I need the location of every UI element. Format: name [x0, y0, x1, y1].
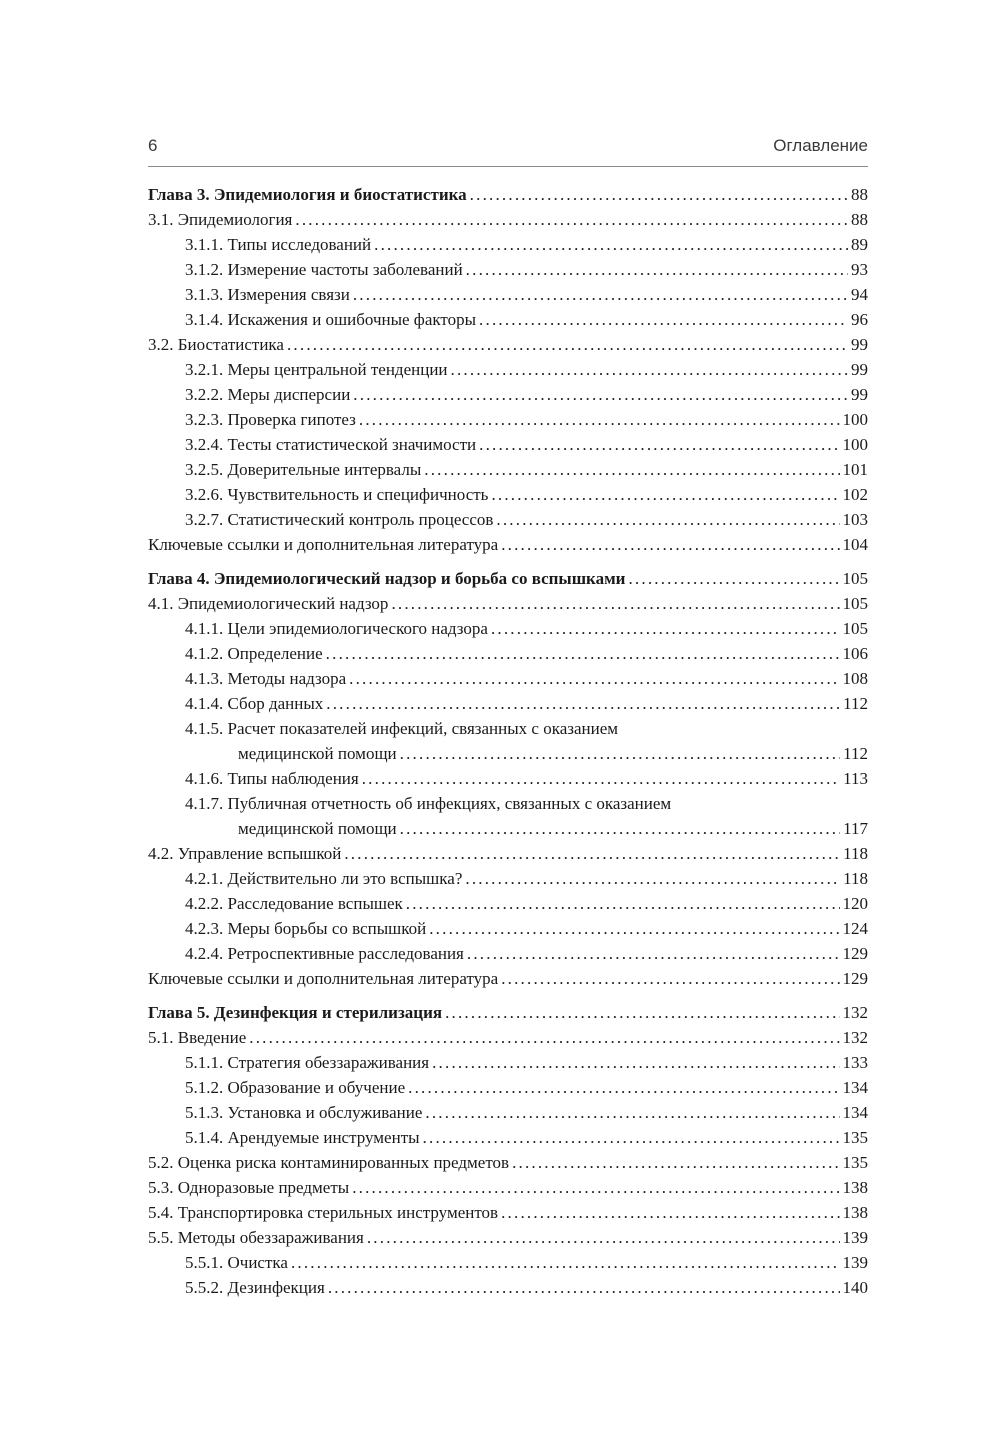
toc-entry [148, 916, 868, 941]
toc-entry-line [185, 457, 868, 482]
toc-entry-page-number: 139 [842, 1253, 868, 1272]
dot-leader [326, 691, 840, 716]
toc-entry-title: 3.1. Эпидемиология [148, 210, 293, 229]
toc-entry-line [185, 1050, 868, 1075]
dot-leader [408, 1075, 839, 1100]
toc-entry [148, 841, 868, 866]
toc-entry-page-number: 96 [851, 310, 868, 329]
toc-entry-page-number: 101 [842, 460, 868, 479]
toc-entry-page-number: 106 [842, 644, 868, 663]
toc-entry-page-number: 132 [842, 1003, 868, 1022]
dot-leader [466, 257, 848, 282]
toc-entry-line [185, 791, 868, 816]
toc-entry-title: 5.1.3. Установка и обслуживание [185, 1103, 423, 1122]
toc-entry [148, 716, 868, 766]
toc-entry-line [185, 282, 868, 307]
toc-entry-line [185, 1275, 868, 1300]
dot-leader [451, 357, 848, 382]
dot-leader [501, 966, 839, 991]
toc-entry [148, 1025, 868, 1050]
dot-leader [491, 616, 840, 641]
toc-entry-title: 3.2.3. Проверка гипотез [185, 410, 356, 429]
toc-entry [148, 691, 868, 716]
dot-leader [374, 232, 848, 257]
toc-entry [148, 232, 868, 257]
toc-entry-line [185, 866, 868, 891]
dot-leader [287, 332, 848, 357]
toc-entry-line [148, 182, 868, 207]
dot-leader [496, 507, 839, 532]
dot-leader [362, 766, 840, 791]
toc-entry-page-number: 138 [842, 1203, 868, 1222]
toc-entry-title: 3.1.1. Типы исследований [185, 235, 372, 254]
toc-entry-page-number: 104 [842, 535, 868, 554]
toc-entry-title: 5.1.4. Арендуемые инструменты [185, 1128, 420, 1147]
toc-entry-page-number: 129 [842, 944, 868, 963]
dot-leader [400, 741, 840, 766]
dot-leader [423, 1125, 840, 1150]
toc-entry-continuation-line [185, 741, 868, 766]
toc-entry-line [185, 691, 868, 716]
toc-entry-title: Ключевые ссылки и дополнительная литература [148, 969, 499, 988]
toc-entry-title: Ключевые ссылки и дополнительная литература [148, 535, 499, 554]
toc-entry [148, 407, 868, 432]
toc-entry-line [185, 641, 868, 666]
toc-entry-title: 3.2.2. Меры дисперсии [185, 385, 351, 404]
toc-entry [148, 332, 868, 357]
dot-leader [295, 207, 848, 232]
toc-entry-page-number: 108 [842, 669, 868, 688]
toc-entry-title: 4.1.3. Методы надзора [185, 669, 347, 688]
toc-entry-page-number: 124 [842, 919, 868, 938]
dot-leader [501, 532, 839, 557]
toc-entry-title: медицинской помощи [238, 744, 397, 763]
toc-entry-page-number: 103 [842, 510, 868, 529]
toc-entry [148, 507, 868, 532]
toc-entry-line [185, 666, 868, 691]
dot-leader [501, 1200, 839, 1225]
toc-entry-title: 4.1. Эпидемиологический надзор [148, 594, 389, 613]
running-header-title: Оглавление [773, 136, 868, 155]
toc-entry [148, 666, 868, 691]
toc-entry-title: 5.2. Оценка риска контаминированных предметов [148, 1153, 510, 1172]
toc-entry-title: 3.2.6. Чувствительность и специфичность [185, 485, 489, 504]
toc-entry-line [185, 307, 868, 332]
dot-leader [470, 182, 848, 207]
toc-entry-page-number: 112 [843, 744, 868, 763]
toc-entry [148, 616, 868, 641]
dot-leader [512, 1150, 839, 1175]
toc-entry [148, 1100, 868, 1125]
toc-entry-page-number: 88 [851, 185, 868, 204]
toc-entry-line [185, 507, 868, 532]
toc-entry-page-number: 89 [851, 235, 868, 254]
toc-entry-line [185, 1125, 868, 1150]
toc-entry-title: 4.2.1. Действительно ли это вспышка? [185, 869, 463, 888]
toc-entry-page-number: 99 [851, 360, 868, 379]
toc-entry-title: Глава 3. Эпидемиология и биостатистика [148, 185, 467, 204]
toc-entry-page-number: 133 [842, 1053, 868, 1072]
dot-leader [465, 866, 840, 891]
toc-entry-page-number: 105 [842, 594, 868, 613]
dot-leader [491, 482, 839, 507]
toc-entry-line [185, 257, 868, 282]
toc-entry-line [185, 716, 868, 741]
toc-entry-page-number: 105 [842, 569, 868, 588]
toc-entry-line [148, 332, 868, 357]
toc-entry-line [148, 207, 868, 232]
toc-entry-page-number: 100 [842, 435, 868, 454]
toc-entry-line [185, 616, 868, 641]
toc-entry-page-number: 118 [843, 869, 868, 888]
toc-entry-line [185, 357, 868, 382]
toc-entry-page-number: 102 [842, 485, 868, 504]
toc-entry-line [185, 232, 868, 257]
toc-entry-title: 4.1.2. Определение [185, 644, 323, 663]
dot-leader [326, 641, 840, 666]
toc-entry-page-number: 112 [843, 694, 868, 713]
toc-entry [148, 532, 868, 557]
toc-entry [148, 791, 868, 841]
toc-entry-title: 3.1.4. Искажения и ошибочные факторы [185, 310, 477, 329]
dot-leader [249, 1025, 839, 1050]
dot-leader [359, 407, 840, 432]
toc-entry-line [185, 382, 868, 407]
toc-entry [148, 941, 868, 966]
toc-entry [148, 457, 868, 482]
toc-entry-title: 4.2. Управление вспышкой [148, 844, 342, 863]
dot-leader [479, 307, 848, 332]
toc-entry-page-number: 138 [842, 1178, 868, 1197]
dot-leader [328, 1275, 840, 1300]
toc-entry [148, 1075, 868, 1100]
dot-leader [352, 1175, 839, 1200]
toc-entry-line [148, 1225, 868, 1250]
dot-leader [479, 432, 839, 457]
toc-entry-page-number: 113 [843, 769, 868, 788]
toc-entry-page-number: 93 [851, 260, 868, 279]
toc-entry [148, 891, 868, 916]
toc-entry [148, 257, 868, 282]
toc-entry-page-number: 132 [842, 1028, 868, 1047]
toc-entry-page-number: 120 [842, 894, 868, 913]
toc-entry-line [185, 1250, 868, 1275]
toc-entry-title: 5.5.2. Дезинфекция [185, 1278, 325, 1297]
toc-entry-page-number: 100 [842, 410, 868, 429]
toc-entry-title: 3.1.3. Измерения связи [185, 285, 350, 304]
dot-leader [467, 941, 840, 966]
toc-entry [148, 382, 868, 407]
toc-entry-page-number: 99 [851, 335, 868, 354]
toc-entry [148, 1225, 868, 1250]
toc-entry-line [185, 916, 868, 941]
toc-entry-title: 4.1.5. Расчет показателей инфекций, связанных с оказанием [185, 719, 619, 738]
toc-entry-title: 4.1.7. Публичная отчетность об инфекциях, связанных с оказанием [185, 794, 672, 813]
toc-entry [148, 866, 868, 891]
toc-entry [148, 1150, 868, 1175]
toc-entry-page-number: 129 [842, 969, 868, 988]
dot-leader [400, 816, 840, 841]
toc-entry-line [148, 591, 868, 616]
toc-entry-page-number: 139 [842, 1228, 868, 1247]
toc-entry-title: 4.2.3. Меры борьбы со вспышкой [185, 919, 427, 938]
toc-entry-title: 3.1.2. Измерение частоты заболеваний [185, 260, 463, 279]
toc-entry-page-number: 88 [851, 210, 868, 229]
toc-entry-title: 5.5.1. Очистка [185, 1253, 288, 1272]
dot-leader [353, 282, 848, 307]
toc-entry [148, 1125, 868, 1150]
toc-entry-line [185, 766, 868, 791]
toc-entry-page-number: 140 [842, 1278, 868, 1297]
dot-leader [291, 1250, 840, 1275]
folio-page-number: 6 [148, 136, 158, 155]
toc-entry-page-number: 135 [842, 1128, 868, 1147]
toc-list [148, 182, 868, 1300]
toc-entry-title: 3.2.1. Меры центральной тенденции [185, 360, 448, 379]
toc-entry-title: 5.1. Введение [148, 1028, 247, 1047]
dot-leader [349, 666, 839, 691]
toc-entry [148, 357, 868, 382]
toc-entry [148, 1000, 868, 1025]
dot-leader [344, 841, 840, 866]
toc-entry [148, 1175, 868, 1200]
toc-entry [148, 1250, 868, 1275]
toc-entry-page-number: 118 [843, 844, 868, 863]
toc-entry-line [185, 941, 868, 966]
dot-leader [445, 1000, 839, 1025]
toc-entry [148, 282, 868, 307]
toc-entry-line [148, 966, 868, 991]
toc-entry-line [185, 432, 868, 457]
page-header [148, 136, 868, 167]
toc-entry-title: 5.1.2. Образование и обучение [185, 1078, 406, 1097]
dot-leader [628, 566, 839, 591]
toc-entry-title: 5.5. Методы обеззараживания [148, 1228, 364, 1247]
toc-entry [148, 1200, 868, 1225]
toc-entry-line [148, 1200, 868, 1225]
dot-leader [353, 382, 848, 407]
toc-entry-title: 5.1.1. Стратегия обеззараживания [185, 1053, 430, 1072]
toc-entry [148, 182, 868, 207]
toc-entry-line [148, 841, 868, 866]
toc-entry-title: 4.1.6. Типы наблюдения [185, 769, 359, 788]
dot-leader [424, 457, 839, 482]
dot-leader [391, 591, 839, 616]
toc-entry-page-number: 94 [851, 285, 868, 304]
toc-entry-line [185, 891, 868, 916]
toc-entry-page-number: 105 [842, 619, 868, 638]
toc-entry [148, 591, 868, 616]
toc-entry-line [148, 1175, 868, 1200]
toc-entry-title: 5.4. Транспортировка стерильных инструментов [148, 1203, 499, 1222]
toc-entry-line [148, 1150, 868, 1175]
toc-entry-title: Глава 5. Дезинфекция и стерилизация [148, 1003, 443, 1022]
dot-leader [425, 1100, 839, 1125]
toc-entry [148, 766, 868, 791]
toc-entry-continuation-line [185, 816, 868, 841]
toc-entry-page-number: 134 [842, 1078, 868, 1097]
toc-entry-page-number: 134 [842, 1103, 868, 1122]
toc-entry [148, 1275, 868, 1300]
dot-leader [367, 1225, 840, 1250]
toc-entry [148, 566, 868, 591]
dot-leader [429, 916, 839, 941]
toc-entry-page-number: 117 [843, 819, 868, 838]
dot-leader [406, 891, 840, 916]
toc-entry-title: 3.2.7. Статистический контроль процессов [185, 510, 494, 529]
toc-entry-title: 3.2. Биостатистика [148, 335, 284, 354]
toc-entry-title: 3.2.5. Доверительные интервалы [185, 460, 422, 479]
toc-entry-title: 5.3. Одноразовые предметы [148, 1178, 350, 1197]
toc-entry [148, 207, 868, 232]
toc-entry-title: 4.1.1. Цели эпидемиологического надзора [185, 619, 488, 638]
toc-entry-title: Глава 4. Эпидемиологический надзор и борьба со вспышками [148, 569, 626, 588]
toc-entry-line [185, 482, 868, 507]
toc-entry-title: медицинской помощи [238, 819, 397, 838]
dot-leader [432, 1050, 839, 1075]
toc-entry-title: 4.1.4. Сбор данных [185, 694, 324, 713]
toc-entry-page-number: 135 [842, 1153, 868, 1172]
toc-entry-title: 4.2.2. Расследование вспышек [185, 894, 403, 913]
toc-entry [148, 1050, 868, 1075]
toc-entry [148, 432, 868, 457]
toc-entry [148, 641, 868, 666]
toc-entry-line [148, 566, 868, 591]
toc-entry-line [148, 1025, 868, 1050]
toc-entry-title: 3.2.4. Тесты статистической значимости [185, 435, 477, 454]
toc-entry-line [148, 532, 868, 557]
toc-entry-line [185, 1100, 868, 1125]
toc-entry-page-number: 99 [851, 385, 868, 404]
toc-entry-line [185, 1075, 868, 1100]
toc-entry [148, 482, 868, 507]
toc-entry-title: 4.2.4. Ретроспективные расследования [185, 944, 464, 963]
toc-entry-line [148, 1000, 868, 1025]
toc-entry [148, 307, 868, 332]
toc-entry-line [185, 407, 868, 432]
toc-entry [148, 966, 868, 991]
